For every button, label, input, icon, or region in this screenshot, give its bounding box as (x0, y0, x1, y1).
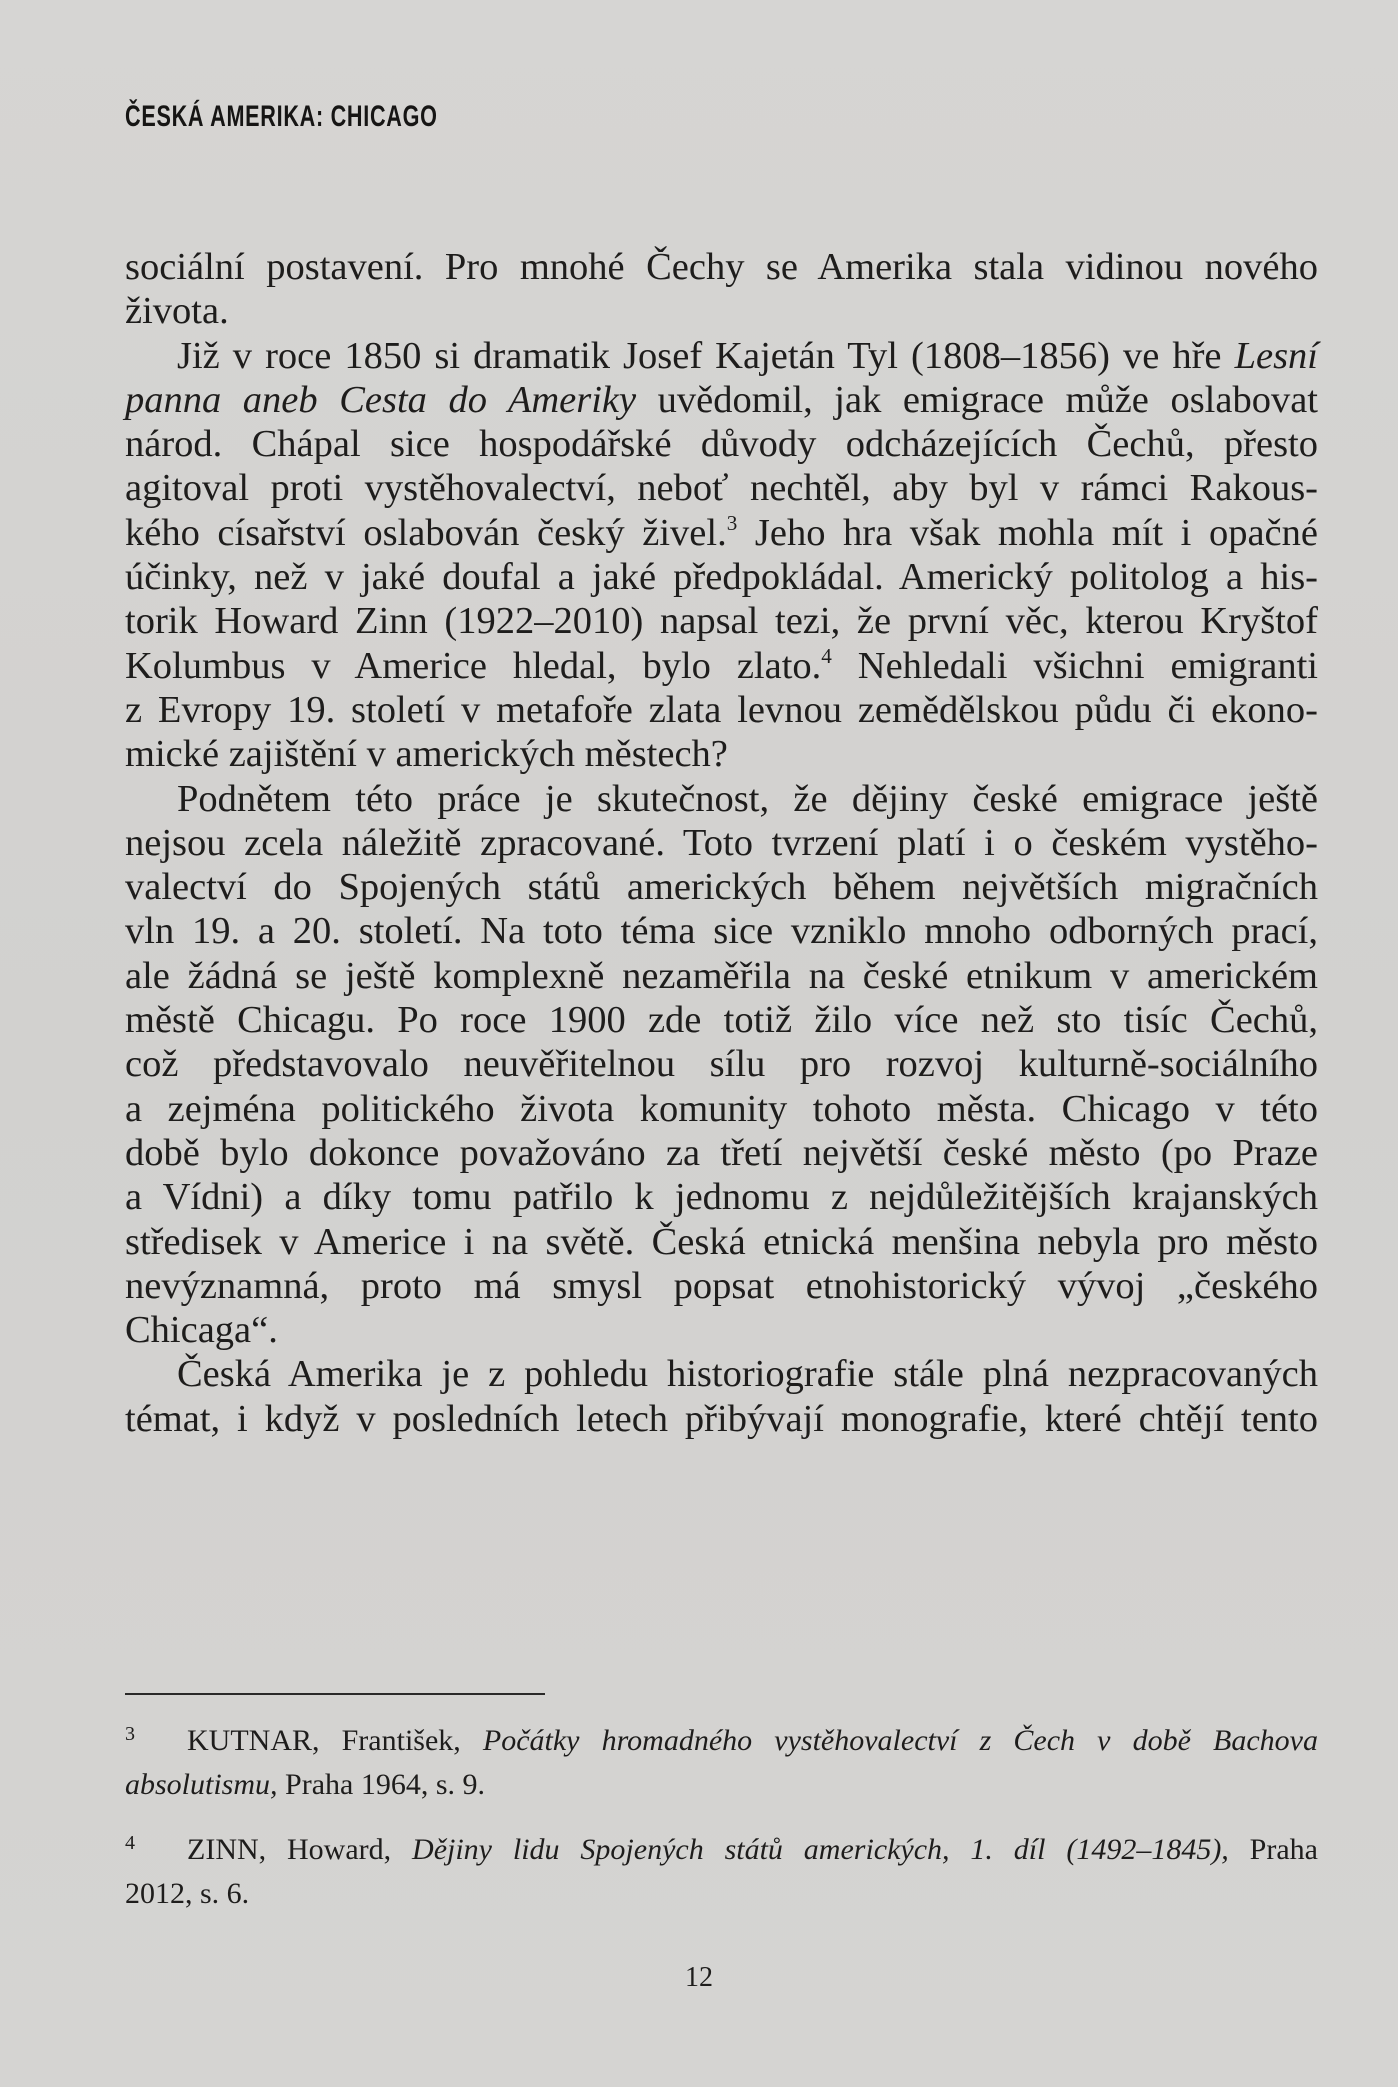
text-line: středisek v Americe i na světě. Česká etnická menšina nebyla pro město (125, 1220, 1318, 1263)
footnote-3 (125, 1712, 1318, 1807)
text-line: ale žádná se ještě komplexně nezaměřila na české etnikum v americkém (125, 954, 1318, 997)
body-text (125, 245, 1318, 1441)
paragraph-2 (125, 334, 1318, 777)
running-head: ČESKÁ AMERIKA: CHICAGO (125, 100, 438, 133)
text-line: života. (125, 290, 229, 333)
text-line: což představovalo neuvěřitelnou sílu pro rozvoj kulturně-sociálního (125, 1043, 1318, 1086)
footnote-line: 2012, s. 6. (125, 1877, 250, 1910)
text-line: torik Howard Zinn (1922–2010) napsal tezi, že první věc, kterou Kryštof (125, 600, 1318, 643)
footnotes (125, 1712, 1318, 1930)
text-line: valectví do Spojených států amerických během největších migračních (125, 866, 1318, 909)
paragraph-4 (125, 1352, 1318, 1441)
footnote-ref: 3 (726, 510, 738, 535)
text-line: a Vídni) a díky tomu patřilo k jednomu z nejdůležitějších krajanských (125, 1176, 1318, 1219)
footnote-number: 3 (125, 1723, 135, 1745)
text-line: Kolumbus v Americe hledal, bylo zlato.$^4$ Nehledali všichni emigranti (125, 643, 1319, 687)
footnote-line: absolutismu, Praha 1964, s. 9. (125, 1768, 486, 1801)
play-title: panna aneb Cesta do Ameriky (125, 378, 637, 421)
footnote-ref: 4 (821, 643, 832, 668)
footnote-number: 4 (125, 1832, 135, 1854)
text-line: Chicaga“. (125, 1309, 278, 1352)
text-line: vln 19. a 20. století. Na toto téma sice vzniklo mnoho odborných prací, (125, 910, 1318, 953)
text-line: agitoval proti vystěhovalectví, neboť nechtěl, aby byl v rámci Rakous- (125, 467, 1318, 510)
text-line: sociální postavení. Pro mnohé Čechy se Amerika stala vidinou nového (125, 246, 1318, 288)
page-number: 12 (685, 1962, 713, 1993)
text-line: mické zajištění v amerických městech? (125, 733, 728, 776)
footnote-4 (125, 1821, 1318, 1916)
text-line: a zejména politického života komunity tohoto města. Chicago v této (125, 1087, 1318, 1130)
text-line: témat, i když v posledních letech přibývají monografie, které chtějí tento (125, 1397, 1318, 1440)
footnote-line: 4 ZINN, Howard, Dějiny lidu Spojených států amerických, 1. díl (1492–1845), Praha (125, 1821, 1318, 1872)
text-line: národ. Chápal sice hospodářské důvody odcházejících Čechů, přesto (125, 423, 1318, 466)
text-line: panna aneb Cesta do Ameriky uvědomil, jak emigrace může oslabovat (125, 378, 1318, 421)
text-line: Podnětem této práce je skutečnost, že dějiny české emigrace ještě (177, 777, 1318, 820)
paragraph-1 (125, 245, 1318, 334)
text-line: Česká Amerika je z pohledu historiografie stále plná nezpracovaných (177, 1353, 1318, 1396)
play-title: Lesní (1234, 334, 1318, 377)
paragraph-3 (125, 777, 1318, 1353)
text-line: městě Chicagu. Po roce 1900 zde totiž žilo více než sto tisíc Čechů, (125, 999, 1318, 1042)
text-line: Již v roce 1850 si dramatik Josef Kajetán Tyl (1808–1856) ve hře Lesní (177, 334, 1318, 377)
text-line: nejsou zcela náležitě zpracované. Toto tvrzení platí i o českém vystěho- (125, 821, 1318, 864)
text-line: době bylo dokonce považováno za třetí největší české město (po Praze (125, 1131, 1318, 1174)
footnote-rule (125, 1693, 545, 1695)
text-line: účinky, než v jaké doufal a jaké předpokládal. Americký politolog a his- (125, 556, 1318, 599)
text-line: kého císařství oslabován český živel.$^3$ Jeho hra však mohla mít i opačné (125, 510, 1318, 554)
text-line: z Evropy 19. století v metafoře zlata levnou zemědělskou půdu či ekono- (125, 688, 1318, 731)
text-line: nevýznamná, proto má smysl popsat etnohistorický vývoj „českého (125, 1264, 1318, 1307)
footnote-line: 3 KUTNAR, František, Počátky hromadného vystěhovalectví z Čech v době Bachova (125, 1712, 1318, 1763)
